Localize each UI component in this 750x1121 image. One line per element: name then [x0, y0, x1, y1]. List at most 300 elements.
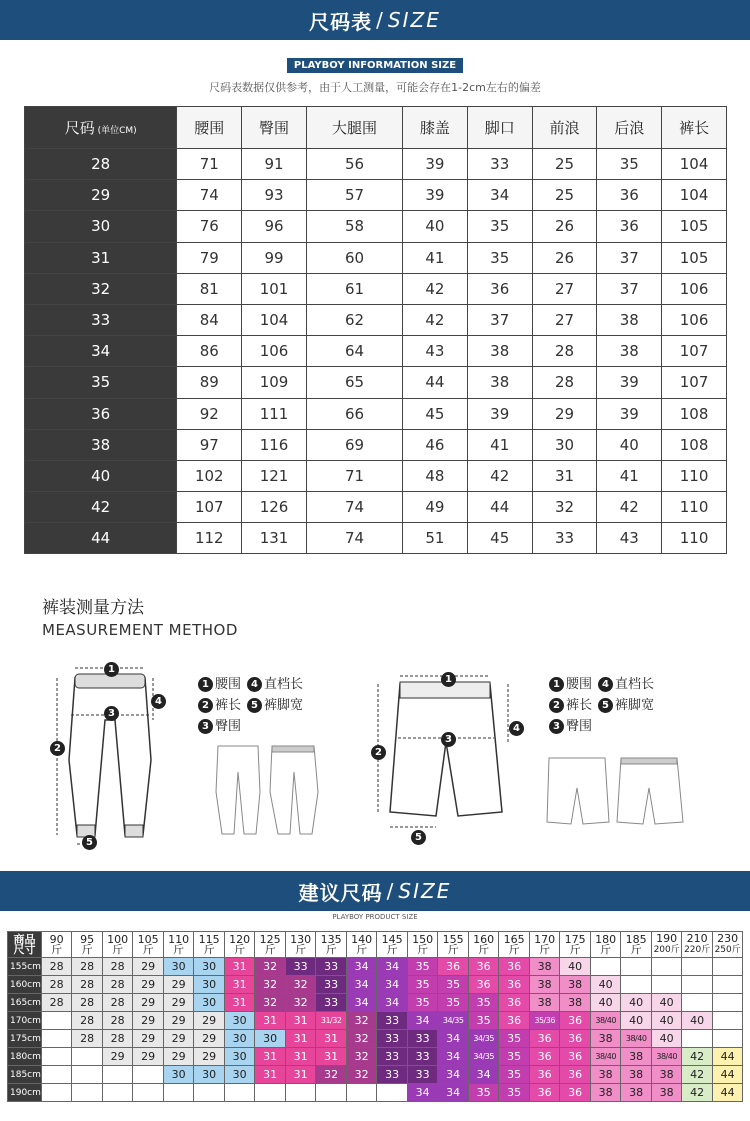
size-cell: 32 [346, 1048, 377, 1066]
size-cell: 35 [407, 994, 438, 1012]
measure-cell: 106 [242, 336, 307, 367]
number-5-icon: 5 [82, 835, 97, 850]
recommend-header-row [8, 932, 743, 958]
size-cell: 38 [651, 1084, 682, 1102]
size-cell: 40 [682, 1012, 713, 1030]
shorts-legend-number-1-icon: 1 [549, 677, 564, 692]
size-cell: 31 [316, 1048, 347, 1066]
measure-cell: 93 [242, 180, 307, 211]
height-label: 175cm [8, 1030, 42, 1048]
size-cell: 28 [41, 958, 72, 976]
size-cell: 31 [285, 1012, 316, 1030]
measure-cell: 84 [177, 304, 242, 335]
table-row [25, 149, 727, 180]
table-row [8, 1084, 743, 1102]
size-cell: 34 [407, 1012, 438, 1030]
weight-header [590, 932, 621, 958]
shorts-number-4-icon: 4 [509, 721, 524, 736]
size-cell: 36 [560, 1066, 591, 1084]
size-cell [651, 976, 682, 994]
weight-header [377, 932, 408, 958]
measure-cell: 46 [403, 429, 468, 460]
size-cell: 34 [346, 958, 377, 976]
weight-value: 190 [656, 932, 678, 945]
size-cell: 30 [224, 1066, 255, 1084]
weight-value: 230 [717, 932, 739, 945]
long-pants-thumbnails [210, 742, 330, 842]
size-cell: 38/40 [590, 1012, 621, 1030]
weight-header [560, 932, 591, 958]
height-label: 155cm [8, 958, 42, 976]
weight-header [712, 932, 743, 958]
size-cell: 31 [255, 1066, 286, 1084]
size-cell: 30 [194, 994, 225, 1012]
size-cell: 36 [499, 994, 530, 1012]
size-cell: 29 [133, 1030, 164, 1048]
weight-unit: 斤 [630, 942, 642, 956]
size-cell: 36 [529, 1084, 560, 1102]
measure-cell: 37 [467, 304, 532, 335]
size-cell: 36 [560, 1084, 591, 1102]
size-cell [346, 1084, 377, 1102]
size-cell: 29 [133, 994, 164, 1012]
measure-cell: 38 [597, 336, 662, 367]
weight-header [316, 932, 347, 958]
size-cell: 38 [590, 1030, 621, 1048]
measure-cell: 81 [177, 273, 242, 304]
size-cell: 36 [529, 1048, 560, 1066]
weight-header [468, 932, 499, 958]
size-cell: 30 [194, 958, 225, 976]
size-cell: 29 [133, 958, 164, 976]
size-cell [712, 994, 743, 1012]
shorts-diagram [368, 672, 523, 842]
size-cell [621, 958, 652, 976]
size-cell: 34 [438, 1048, 469, 1066]
size-cell: 28 [41, 976, 72, 994]
size-cell: 30 [255, 1030, 286, 1048]
measure-cell: 39 [597, 398, 662, 429]
size-cell: 31 [285, 1066, 316, 1084]
table-row [25, 180, 727, 211]
measure-cell: 45 [467, 523, 532, 554]
legend-leg-opening: 裤脚宽 [264, 698, 304, 713]
size-cell: 38 [529, 958, 560, 976]
size-cell [651, 958, 682, 976]
size-cell [712, 958, 743, 976]
size-cell: 32 [255, 976, 286, 994]
table-row [8, 976, 743, 994]
size-cell [682, 976, 713, 994]
weight-header [621, 932, 652, 958]
measure-cell: 40 [597, 429, 662, 460]
size-cell [621, 976, 652, 994]
measure-cell: 31 [532, 460, 597, 491]
measure-cell: 38 [467, 367, 532, 398]
subtag-wrap [0, 53, 750, 73]
size-cell: 35 [407, 976, 438, 994]
size-cell: 36 [560, 1030, 591, 1048]
column-header: 后浪 [597, 107, 662, 149]
size-cell: 38 [590, 1066, 621, 1084]
size-cell [133, 1084, 164, 1102]
size-cell: 29 [163, 1048, 194, 1066]
size-cell: 30 [224, 1012, 255, 1030]
table-row [8, 1048, 743, 1066]
measure-cell: 37 [597, 242, 662, 273]
size-cell: 33 [316, 994, 347, 1012]
measure-cell: 29 [532, 398, 597, 429]
brand-tag: PLAYBOY INFORMATION SIZE [287, 58, 463, 73]
measure-cell: 56 [306, 149, 402, 180]
banner-title-cn: 尺码表 [309, 9, 373, 34]
size-cell: 36 [499, 1012, 530, 1030]
size-cell: 36 [499, 958, 530, 976]
measure-cell: 74 [306, 523, 402, 554]
corner-header [8, 932, 42, 958]
size-cell [316, 1084, 347, 1102]
size-cell: 28 [102, 1030, 133, 1048]
recommend-subtitle: PLAYBOY PRODUCT SIZE [332, 913, 418, 921]
measure-cell: 40 [403, 211, 468, 242]
size-column-header [25, 107, 177, 149]
measure-cell: 101 [242, 273, 307, 304]
weight-header [651, 932, 682, 958]
legend-hip: 臀围 [215, 719, 242, 734]
weight-value: 150 [412, 932, 434, 946]
size-cell: 34 [377, 994, 408, 1012]
measure-cell: 74 [177, 180, 242, 211]
measure-cell: 51 [403, 523, 468, 554]
weight-unit: 斤 [539, 942, 551, 956]
weight-header [407, 932, 438, 958]
size-cell: 31 [255, 1012, 286, 1030]
shorts-number-5-icon: 5 [411, 830, 426, 845]
measure-cell: 105 [662, 211, 727, 242]
size-cell [285, 1084, 316, 1102]
size-cell: 30 [163, 1066, 194, 1084]
size-cell: 29 [163, 976, 194, 994]
measure-cell: 26 [532, 242, 597, 273]
banner-title-en: SIZE [387, 8, 441, 32]
measure-cell: 57 [306, 180, 402, 211]
size-cell: 33 [25, 304, 177, 335]
table-row [8, 958, 743, 976]
measure-cell: 105 [662, 242, 727, 273]
measure-cell: 43 [597, 523, 662, 554]
size-cell: 28 [41, 994, 72, 1012]
weight-header [41, 932, 72, 958]
measure-cell: 27 [532, 273, 597, 304]
size-cell: 36 [499, 976, 530, 994]
size-cell: 29 [163, 1012, 194, 1030]
measure-cell: 48 [403, 460, 468, 491]
measure-cell: 42 [403, 273, 468, 304]
size-cell: 28 [72, 1012, 103, 1030]
height-label: 185cm [8, 1066, 42, 1084]
size-cell: 38 [560, 976, 591, 994]
size-cell: 35/36 [529, 1012, 560, 1030]
measure-cell: 69 [306, 429, 402, 460]
size-cell: 34/35 [438, 1012, 469, 1030]
size-cell: 40 [590, 976, 621, 994]
column-header: 臀围 [242, 107, 307, 149]
size-cell [163, 1084, 194, 1102]
size-cell: 34 [438, 1030, 469, 1048]
shorts-thumbnails [543, 752, 703, 832]
measure-cell: 107 [662, 367, 727, 398]
size-cell: 28 [72, 994, 103, 1012]
size-cell: 28 [72, 976, 103, 994]
size-cell: 31 [224, 994, 255, 1012]
weight-value: 170 [534, 932, 556, 946]
size-cell: 30 [224, 1030, 255, 1048]
recommend-body [8, 958, 743, 1102]
size-cell: 33 [407, 1030, 438, 1048]
height-label: 160cm [8, 976, 42, 994]
table-row [25, 460, 727, 491]
measure-cell: 25 [532, 149, 597, 180]
legend-length: 裤长 [215, 698, 242, 713]
size-cell: 34 [407, 1084, 438, 1102]
legend-waist: 腰围 [215, 677, 242, 692]
measure-cell: 71 [306, 460, 402, 491]
height-label: 165cm [8, 994, 42, 1012]
measure-cell: 39 [467, 398, 532, 429]
measure-cell: 39 [403, 180, 468, 211]
weight-unit: 斤 [478, 942, 490, 956]
measure-cell: 102 [177, 460, 242, 491]
measure-cell: 41 [597, 460, 662, 491]
column-header: 裤长 [662, 107, 727, 149]
measure-cell: 110 [662, 523, 727, 554]
weight-unit: 220斤 [684, 945, 711, 955]
banner-separator: / [376, 8, 384, 32]
measure-cell: 41 [467, 429, 532, 460]
number-1-icon: 1 [104, 662, 119, 677]
measure-cell: 43 [403, 336, 468, 367]
measure-cell: 60 [306, 242, 402, 273]
size-cell [102, 1066, 133, 1084]
measure-cell: 126 [242, 492, 307, 523]
measure-cell: 99 [242, 242, 307, 273]
size-cell: 28 [25, 149, 177, 180]
measure-cell: 38 [467, 336, 532, 367]
size-cell: 32 [285, 994, 316, 1012]
size-cell [712, 1012, 743, 1030]
table-row [25, 523, 727, 554]
size-cell [712, 1030, 743, 1048]
measure-cell: 111 [242, 398, 307, 429]
size-cell: 30 [25, 211, 177, 242]
size-cell: 38 [621, 1048, 652, 1066]
size-cell: 29 [194, 1030, 225, 1048]
measure-cell: 39 [403, 149, 468, 180]
weight-unit: 斤 [356, 942, 368, 956]
shorts-legend-length: 裤长 [566, 698, 593, 713]
table-row [25, 429, 727, 460]
size-cell: 34 [25, 336, 177, 367]
size-cell: 32 [346, 1030, 377, 1048]
size-cell: 33 [377, 1066, 408, 1084]
corner-header-line: 尺寸 [13, 942, 36, 956]
size-cell: 36 [560, 1012, 591, 1030]
measure-cell: 79 [177, 242, 242, 273]
weight-value: 210 [686, 932, 708, 945]
shorts-legend-number-4-icon: 4 [598, 677, 613, 692]
size-cell: 28 [102, 1012, 133, 1030]
weight-value: 145 [381, 932, 403, 946]
size-cell: 36 [529, 1066, 560, 1084]
method-title-en: MEASUREMENT METHOD [42, 621, 238, 639]
measure-cell: 65 [306, 367, 402, 398]
weight-header [438, 932, 469, 958]
column-header: 前浪 [532, 107, 597, 149]
size-cell: 40 [651, 994, 682, 1012]
size-cell [41, 1030, 72, 1048]
size-cell: 34 [438, 1066, 469, 1084]
size-cell [255, 1084, 286, 1102]
size-table-body [25, 149, 727, 554]
size-cell: 28 [102, 958, 133, 976]
size-cell: 28 [72, 958, 103, 976]
measure-cell: 25 [532, 180, 597, 211]
corner-header-line: 商品 [13, 932, 36, 946]
weight-unit: 斤 [112, 942, 124, 956]
size-cell: 35 [499, 1084, 530, 1102]
legend-number-3-icon: 3 [198, 719, 213, 734]
size-table-banner [0, 0, 750, 40]
size-cell: 30 [194, 976, 225, 994]
recommend-title-en: SIZE [398, 879, 452, 903]
size-cell: 29 [163, 1030, 194, 1048]
measure-cell: 107 [177, 492, 242, 523]
size-cell: 33 [407, 1048, 438, 1066]
size-table [24, 106, 727, 554]
size-cell [41, 1084, 72, 1102]
weight-value: 125 [259, 932, 281, 946]
weight-unit: 斤 [325, 942, 337, 956]
size-cell: 44 [712, 1048, 743, 1066]
shorts-legend-waist: 腰围 [566, 677, 593, 692]
measure-cell: 91 [242, 149, 307, 180]
size-cell: 36 [560, 1048, 591, 1066]
shorts-number-3-icon: 3 [441, 732, 456, 747]
size-cell: 35 [25, 367, 177, 398]
weight-value: 120 [229, 932, 251, 946]
measure-cell: 35 [467, 211, 532, 242]
table-row [25, 336, 727, 367]
size-cell: 35 [499, 1066, 530, 1084]
weight-unit: 斤 [173, 942, 185, 956]
shorts-legend-leg-opening: 裤脚宽 [615, 698, 655, 713]
measure-cell: 36 [597, 180, 662, 211]
measure-cell: 32 [532, 492, 597, 523]
long-pants-diagram [45, 660, 175, 855]
weight-value: 140 [351, 932, 373, 946]
size-cell: 38 [651, 1066, 682, 1084]
size-cell [224, 1084, 255, 1102]
size-cell: 33 [285, 958, 316, 976]
column-header: 腰围 [177, 107, 242, 149]
size-cell: 33 [316, 958, 347, 976]
size-cell: 30 [163, 958, 194, 976]
weight-unit: 斤 [569, 942, 581, 956]
size-cell: 33 [377, 1012, 408, 1030]
measure-cell: 27 [532, 304, 597, 335]
size-cell [682, 994, 713, 1012]
measure-cell: 106 [662, 304, 727, 335]
size-cell: 34 [377, 958, 408, 976]
size-cell: 38/40 [621, 1030, 652, 1048]
legend-number-1-icon: 1 [198, 677, 213, 692]
shorts-legend-number-2-icon: 2 [549, 698, 564, 713]
size-cell: 31 [255, 1048, 286, 1066]
measure-cell: 45 [403, 398, 468, 429]
size-cell: 36 [438, 958, 469, 976]
size-cell: 34 [468, 1066, 499, 1084]
size-cell: 40 [651, 1030, 682, 1048]
size-cell: 29 [194, 1048, 225, 1066]
size-cell: 40 [651, 1012, 682, 1030]
weight-header [529, 932, 560, 958]
size-cell: 35 [407, 958, 438, 976]
measure-cell: 104 [242, 304, 307, 335]
measure-cell: 34 [467, 180, 532, 211]
number-2-icon: 2 [50, 741, 65, 756]
recommend-banner [0, 871, 750, 911]
weight-unit: 斤 [51, 942, 63, 956]
size-cell: 38 [621, 1084, 652, 1102]
size-cell: 34/35 [468, 1048, 499, 1066]
weight-value: 155 [442, 932, 464, 946]
weight-unit: 250斤 [714, 945, 741, 955]
size-cell: 44 [712, 1066, 743, 1084]
size-cell: 31/32 [316, 1012, 347, 1030]
size-cell: 35 [438, 976, 469, 994]
size-cell: 38 [621, 1066, 652, 1084]
measure-cell: 131 [242, 523, 307, 554]
size-table-header-row [25, 107, 727, 149]
table-row [25, 398, 727, 429]
measure-cell: 62 [306, 304, 402, 335]
size-cell: 42 [682, 1084, 713, 1102]
legend-number-4-icon: 4 [247, 677, 262, 692]
shorts-legend-number-5-icon: 5 [598, 698, 613, 713]
weight-header [102, 932, 133, 958]
size-cell: 31 [285, 1048, 316, 1066]
size-cell: 32 [25, 273, 177, 304]
weight-header [72, 932, 103, 958]
size-cell: 33 [407, 1066, 438, 1084]
measure-cell: 33 [532, 523, 597, 554]
size-cell: 30 [224, 1048, 255, 1066]
size-cell [102, 1084, 133, 1102]
weight-value: 185 [625, 932, 647, 946]
measure-cell: 76 [177, 211, 242, 242]
measure-cell: 71 [177, 149, 242, 180]
size-cell: 28 [72, 1030, 103, 1048]
weight-unit: 斤 [264, 942, 276, 956]
weight-header [194, 932, 225, 958]
legend-number-2-icon: 2 [198, 698, 213, 713]
weight-value: 135 [320, 932, 342, 946]
measure-cell: 42 [597, 492, 662, 523]
measure-cell: 39 [597, 367, 662, 398]
size-cell: 38/40 [651, 1048, 682, 1066]
recommend-title-cn: 建议尺码 [298, 880, 383, 905]
table-row [25, 242, 727, 273]
